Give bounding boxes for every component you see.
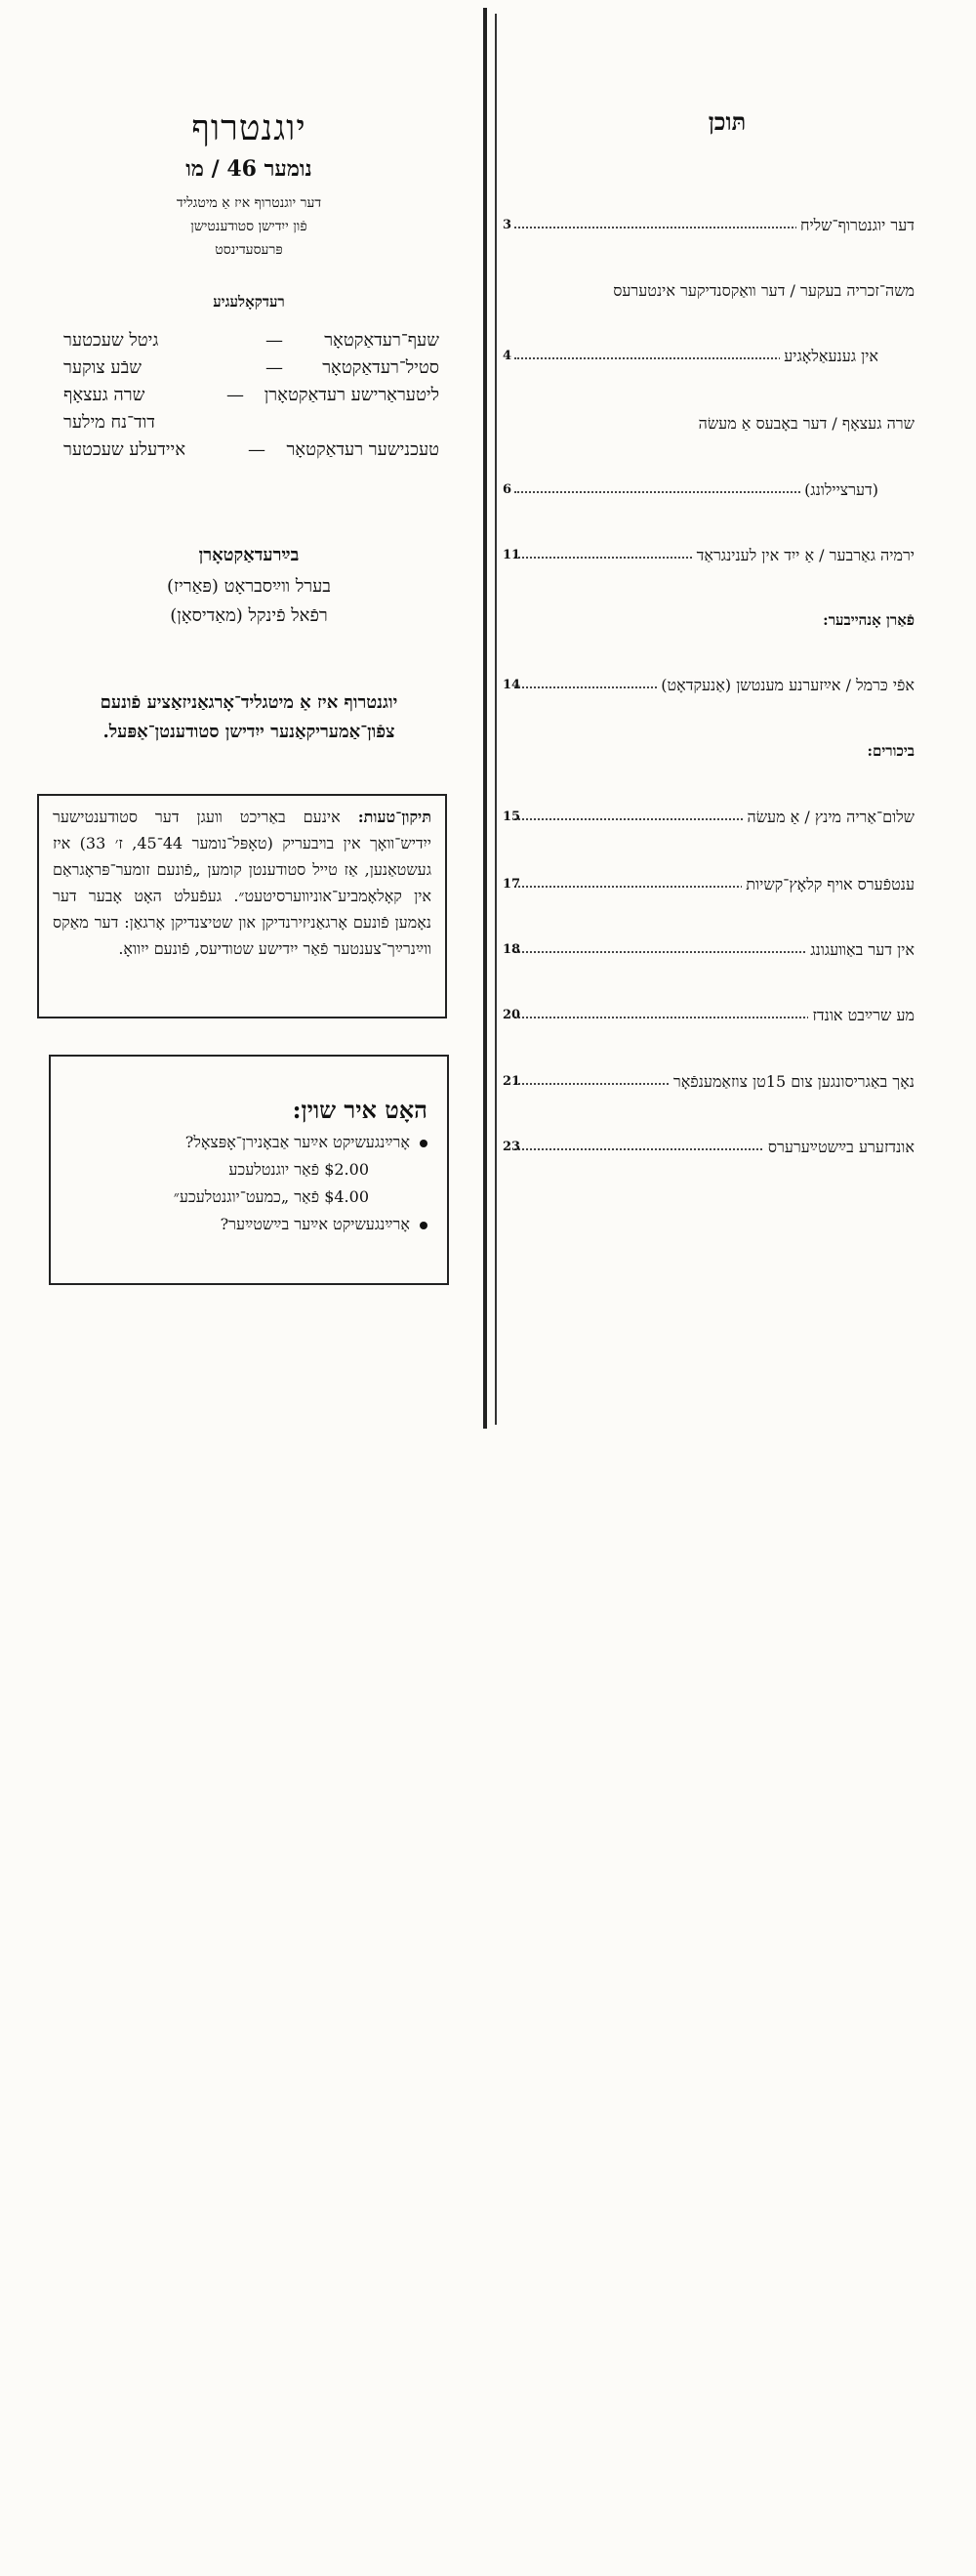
toc-entry-text: אין גענעאַלאָגיע — [780, 347, 878, 366]
promo-box — [49, 1055, 449, 1285]
toc-entry-text: דער יוגנטרוף־שליח — [796, 216, 915, 235]
promo-item — [70, 1211, 427, 1238]
masthead-subline: דער יוגנטרוף איז אַ מיטגליד — [176, 195, 322, 211]
toc-entry — [503, 1072, 915, 1096]
toc-entry-text: אין דער באַװעגונג — [806, 940, 915, 960]
toc-entry-text: משה־זכריה בעקער / דער װאַקסנדיקער אינטערעס — [613, 281, 915, 300]
toc-entry — [503, 940, 915, 964]
toc-page-number: 4 — [503, 349, 512, 363]
correction-paragraph — [53, 804, 431, 962]
masthead-subline: פֿון ייִדישן סטודענטישן — [190, 219, 307, 234]
toc-section-heading: פֿאַרן אָנהייבער: — [823, 611, 915, 629]
toc-page-number: 11 — [503, 548, 521, 562]
promo-question: האָט איר שוין: — [292, 1096, 427, 1124]
toc-page-number: 17 — [503, 877, 521, 892]
staff-role: סטיל־רעדאַקטאָר — [322, 357, 439, 378]
toc-entry — [503, 480, 878, 504]
staff-role: טעכנישער רעדאַקטאָר — [286, 439, 439, 460]
staff-row — [59, 412, 439, 437]
toc-entry-text: שלום־אַריה מינץ / אַ מעשׂה — [744, 808, 915, 827]
toc-entry — [503, 808, 915, 831]
staff-dash: — — [265, 357, 283, 378]
toc-entry-text: אפֿי כּרמל / אײַזערנע מענטשן (אַנעקדאָט) — [657, 676, 915, 695]
toc-entry — [503, 1138, 915, 1161]
staff-row — [59, 385, 439, 410]
promo-price: $4.00 פֿאַר „כמעט־יוגנטלעכע״ — [173, 1187, 369, 1206]
editorial-heading: רעדקאָלעגיע — [213, 293, 285, 311]
org-line: יוגנטרוף איז אַ מיטגליד־אָרגאַניזאַציע פֿונעם — [100, 692, 398, 713]
staff-row — [59, 439, 439, 465]
toc-page-number: 14 — [503, 678, 521, 692]
toc-entry-text: ענטפֿערס אויף קלאָץ־קשיות — [742, 875, 915, 894]
toc-page-number: 18 — [503, 942, 521, 957]
staff-name: איידעלע שעכטער — [63, 439, 186, 460]
toc-entry-text: ירמיה גאַרבער / אַ ייִד אין לענינגראַד — [693, 546, 915, 565]
toc-page-number: 20 — [503, 1008, 521, 1022]
staff-name: דוד־נח מילער — [63, 412, 155, 433]
toc-entry-text: (דערציילונג) — [800, 480, 878, 500]
staff-name: גיטל שעכטער — [63, 330, 159, 351]
toc-page-number: 3 — [503, 218, 512, 232]
toc-entry-text: אונדזערע בײַשטײַערערס — [764, 1138, 915, 1157]
contributors-heading: בײַרעדאַקטאָרן — [198, 545, 300, 565]
org-line: צפֿון־אַמעריקאַנער ייִדישן סטודענטן־אַפּעל. — [102, 722, 395, 742]
bullet-icon — [420, 1140, 427, 1147]
correction-box — [37, 794, 447, 1018]
column-divider-thin — [495, 14, 497, 1425]
toc-entry — [503, 875, 915, 898]
staff-dash: — — [248, 439, 265, 460]
contributor-name: בערל װײַסבראָט (פּאַריז) — [167, 576, 331, 597]
correction-label: תּיקון־טעות: — [357, 808, 432, 826]
toc-title: תּוכן — [708, 107, 747, 136]
correction-text: אינעם באַריכט װעגן דער סטודענטישער ייִדיש־װאָך אין בױבעריק (טאָפּל־נומער 44־45, ז׳ 33) איז געשטאַנען, אַז טייל סטודענטן קומען „פֿונעם זומער־פּראָגראַם אין קאָלאָמביע־אוניװערסיטעט״. געפֿעלט האָט אָבער דער נאָמען פֿונעם אָרגאַניזירנדיקן און שטיצנדיקן אָרגאַן: דער מאַקס װײַנרײַך־צענטער פֿאַר ייִדישע שטודיעס, פֿונעם ייִוואָ. — [53, 808, 432, 958]
toc-entry — [503, 676, 915, 699]
toc-entry — [503, 1006, 915, 1029]
promo-item — [70, 1129, 427, 1156]
toc-page-number: 15 — [503, 810, 521, 824]
contributor-name: רפֿאל פֿינקל (מאַדיסאָן) — [170, 605, 328, 626]
bullet-icon — [420, 1222, 427, 1229]
toc-page-number: 21 — [503, 1074, 521, 1089]
promo-price: $2.00 פֿאַר יוגנטלעכע — [228, 1160, 369, 1179]
toc-entry — [503, 546, 915, 569]
toc-page-number: 6 — [503, 482, 512, 497]
toc-page-number: 23 — [503, 1140, 521, 1154]
staff-dash: — — [265, 330, 283, 351]
column-divider — [483, 8, 487, 1429]
staff-role: ליטעראַרישע רעדאַקטאָרן — [264, 385, 439, 405]
promo-item-text: אָרײַנגעשיקט אײַער אַבאָנירן־אָפּצאָל? — [184, 1133, 410, 1151]
staff-row — [59, 357, 439, 383]
staff-name: שרה געצאָף — [63, 385, 145, 405]
promo-item-text: אָרײַנגעשיקט אײַער בײַשטײַער? — [220, 1215, 410, 1233]
issue-number: נומער 46 / מו — [185, 156, 312, 182]
staff-dash: — — [226, 385, 244, 405]
masthead-subline: פּרעסעדינסט — [215, 242, 283, 258]
toc-entry — [503, 347, 878, 370]
toc-entry-text: שרה געצאָף / דער באָבעס אַ מעשׂה — [698, 414, 915, 433]
staff-row — [59, 330, 439, 355]
toc-entry-text: נאָך באַגריסונגען צום 15טן צוזאַמענפֿאָר — [670, 1072, 915, 1092]
staff-role: שעף־רעדאַקטאָר — [324, 330, 439, 351]
toc-section-heading: ביכורים: — [867, 742, 915, 760]
toc-entry — [503, 216, 915, 239]
staff-name: שבֿע צוקער — [63, 357, 142, 378]
toc-entry-text: מע שרײַבט אונדז — [808, 1006, 915, 1025]
masthead-title: יוגנטרוף — [191, 108, 306, 148]
